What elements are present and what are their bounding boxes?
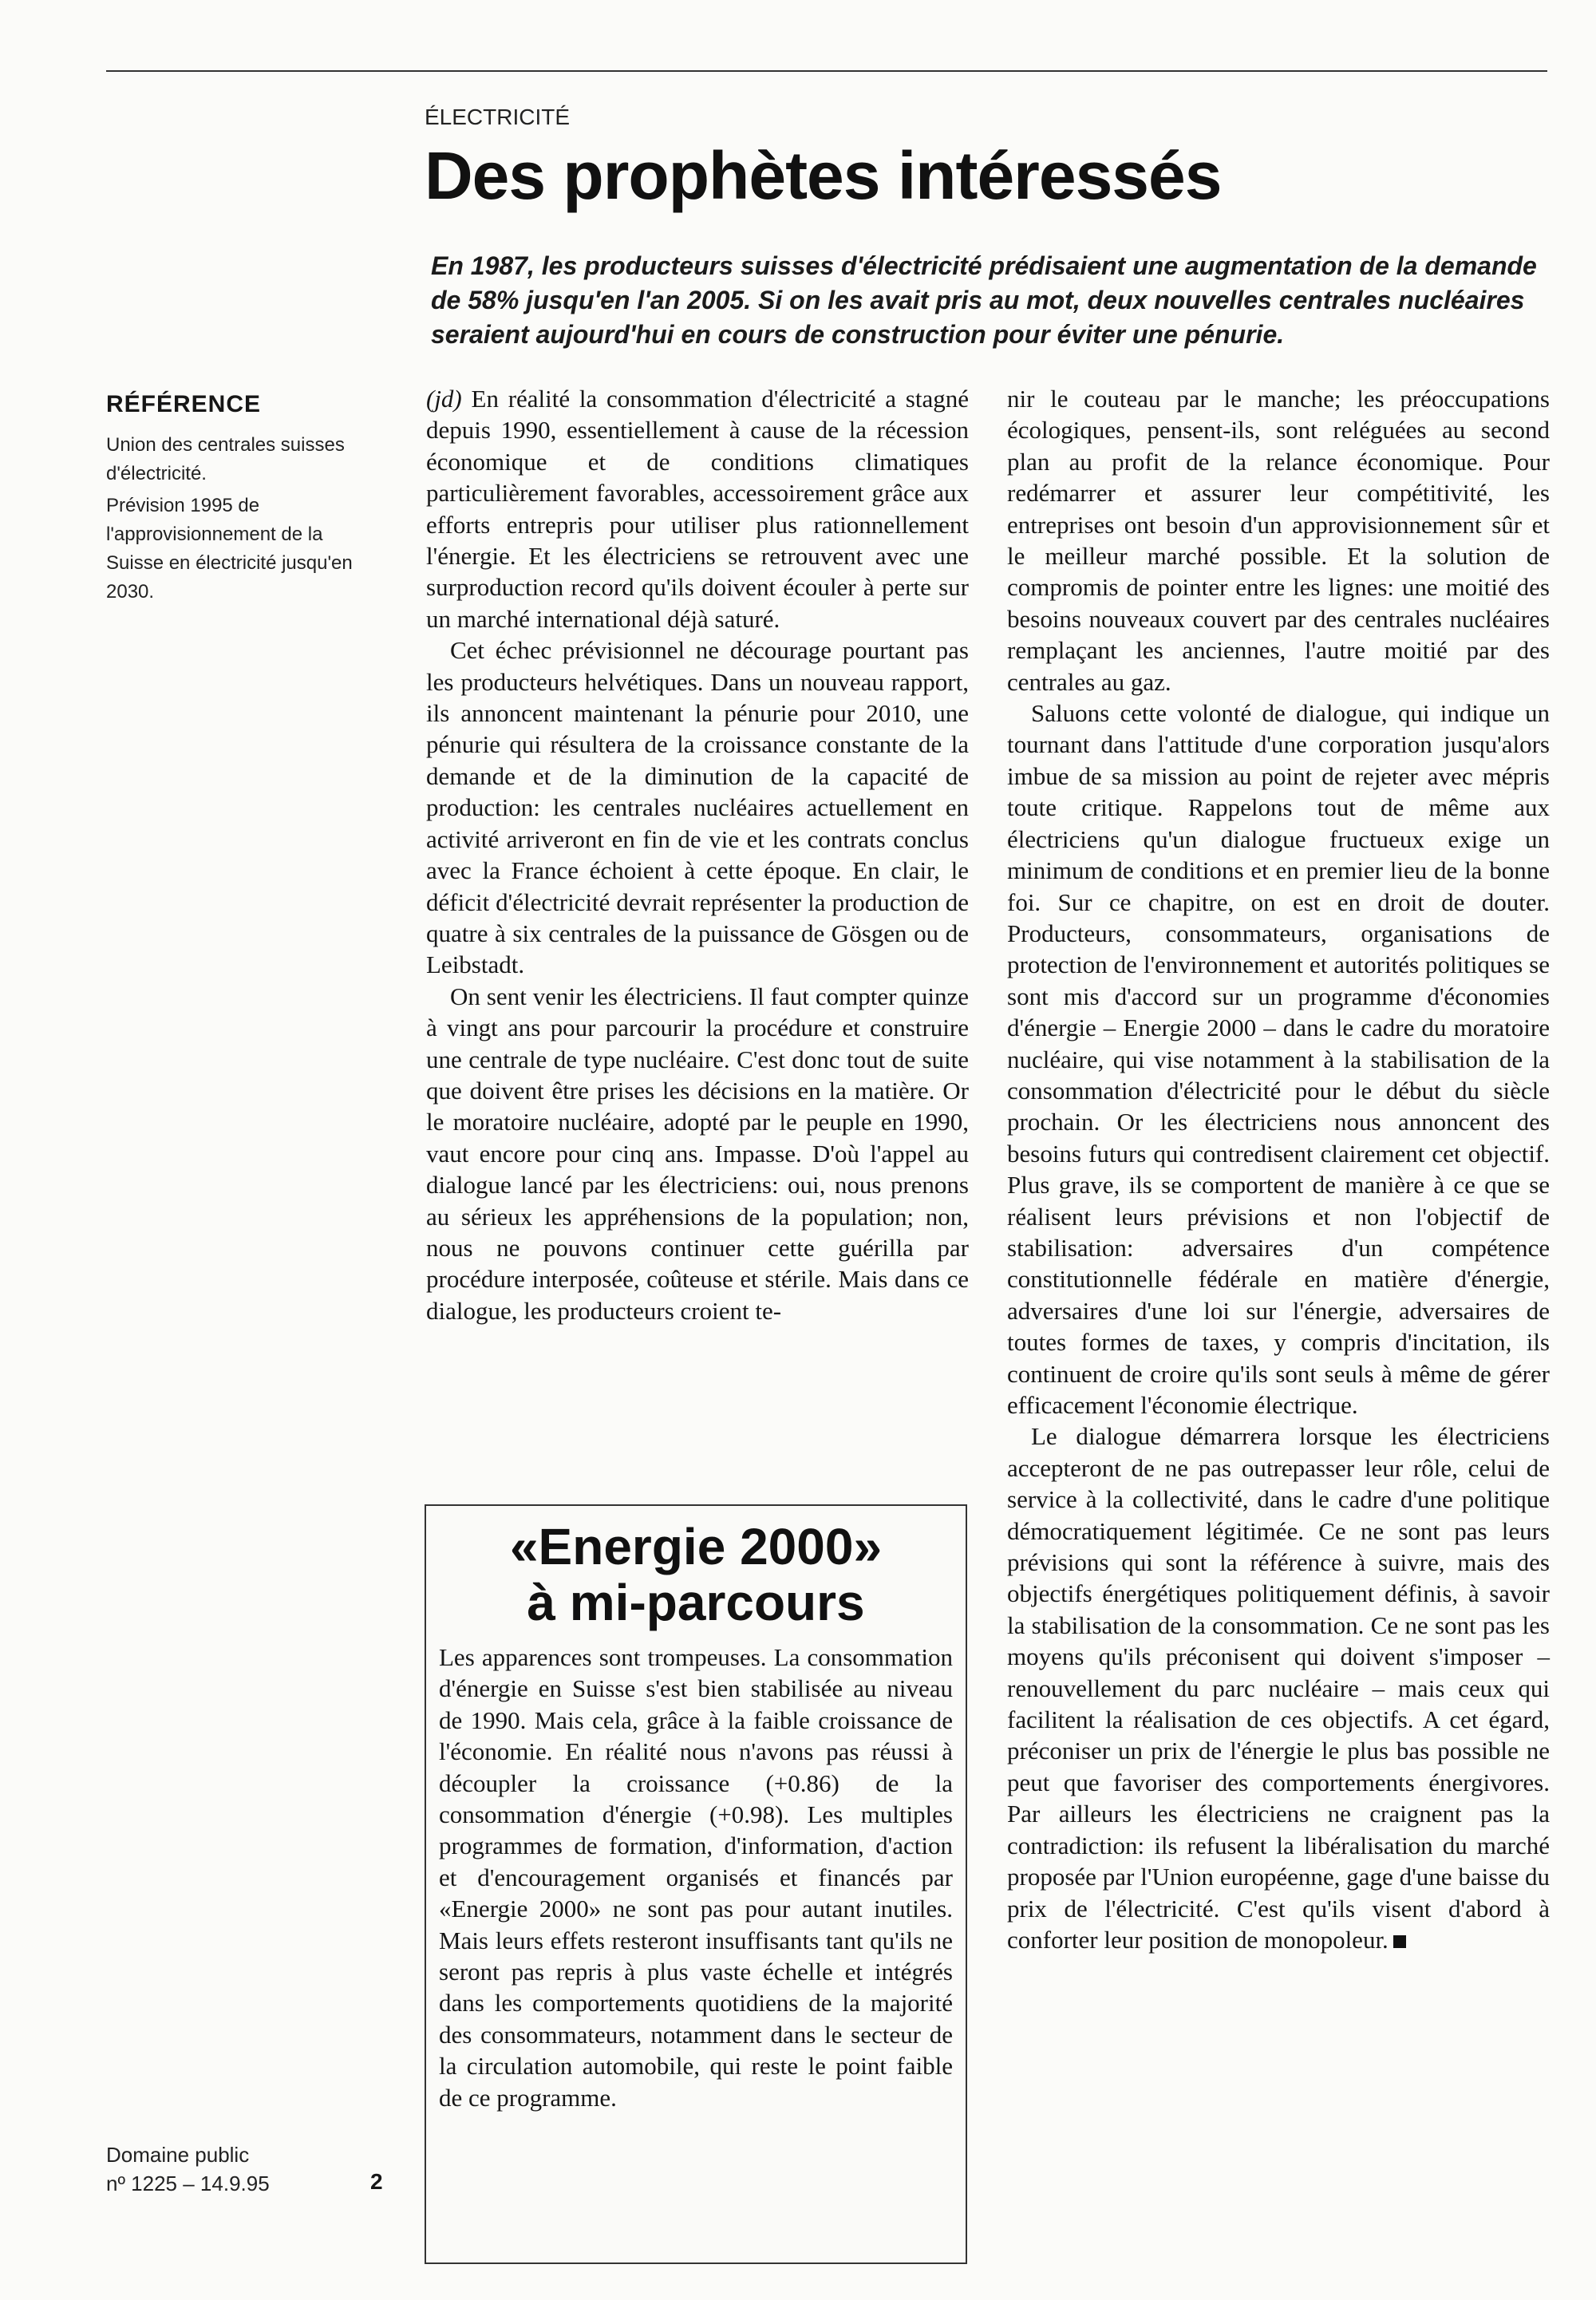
article-paragraph xyxy=(426,383,969,634)
reference-sidebar xyxy=(106,391,385,610)
publication-name: Domaine public xyxy=(106,2143,250,2167)
sidebar-box-energie-2000 xyxy=(425,1504,967,2264)
top-rule xyxy=(106,70,1547,72)
rubric: ÉLECTRICITÉ xyxy=(425,105,571,129)
box-body: Les apparences sont trompeuses. La consommation d'énergie en Suisse s'est bien stabilisée au niveau de 1990. Mais cela, grâce à la faible croissance de l'économie. En réalité nous n'avons pas réussi à découpler la croissance (+0.86) de la consommation d'énergie (+0.98). Les multiples programmes de formation, d'information, d'action et d'encouragement organisés et financés par «Energie 2000» ne sont pas pour autant inutiles. Mais leurs effets resteront insuffisants tant qu'ils ne seront pas repris à plus vaste échelle et intégrés dans les comportements quotidiens de la majorité des consommateurs, notamment dans le secteur de la circulation automobile, qui reste le point faible de ce programme. xyxy=(439,1643,953,2112)
box-title-line: «Energie 2000» xyxy=(509,1518,883,1575)
box-title xyxy=(426,1519,966,1630)
article-title: Des prophètes intéressés xyxy=(425,138,1222,213)
paragraph-text: Le dialogue démarrera lorsque les électriciens accepteront de ne pas outrepasser leur rôle, celui de service à la collectivité, dans le cadre d'une politique démocratiquement légitimée. Ce ne sont pas leurs prévisions qui sont la référence à suivre, mais des objectifs énergétiques politiquement définis, à savoir la stabilisation de la consommation. Ce ne sont pas les moyens qu'ils préconisent qui doivent s'imposer – renouvellement du parc nucléaire – mais ceux qui facilitent la réalisation de ces objectifs. A cet égard, préconiser un prix de l'énergie le plus bas possible ne peut que favoriser des comportements énergivores. Par ailleurs les électriciens ne craignent pas la contradiction: ils refusent la libéralisation du marché proposée par l'Union européenne, gage d'une baisse du prix de l'électricité. C'est qu'ils visent d'abord à conforter leur position de monopoleur. xyxy=(1007,1422,1550,1954)
paragraph-text: En réalité la consommation d'électricité a stagné depuis 1990, essentiellement à cause de la récession économique et de conditions climatiques particulièrement favorables, accessoirement grâce aux efforts entrepris pour utiliser plus rationnellement l'énergie. Et les électriciens se retrouvent avec une surproduction record qu'ils doivent écouler à perte sur un marché international déjà saturé. xyxy=(426,385,969,633)
reference-line: Prévision 1995 de l'approvisionnement de la Suisse en électricité jusqu'en 2030. xyxy=(106,495,353,603)
article-paragraph: On sent venir les électriciens. Il faut compter quinze à vingt ans pour parcourir la procédure et construire une centrale de type nucléaire. C'est donc tout de suite que doivent être prises les décisions en la matière. Or le moratoire nucléaire, adopté par le peuple en 1990, vaut encore pour cinq ans. Impasse. D'où l'appel au dialogue lancé par les électriciens: oui, nous prenons au sérieux les appréhensions de la population; non, nous ne pouvons continuer cette guérilla par procédure interposée, coûteuse et stérile. Mais dans ce dialogue, les producteurs croient te- xyxy=(426,982,969,1325)
issue-info: nº 1225 – 14.9.95 xyxy=(106,2172,270,2195)
article-paragraph: Saluons cette volonté de dialogue, qui indique un tournant dans l'attitude d'une corporation jusqu'alors imbue de sa mission au point de rejeter avec mépris toute critique. Rappelons tout de même aux électriciens qu'un dialogue fructueux exige un minimum de conditions et en premier lieu de la bonne foi. Sur ce chapitre, on est en droit de douter. Producteurs, consommateurs, organisations de protection de l'environnement et autorités politiques se sont mis d'accord sur un programme d'économies d'énergie – Energie 2000 – dans le cadre du moratoire nucléaire, qui vise notamment à la stabilisation de la consommation d'électricité pour le début du siècle prochain. Or les électriciens nous annoncent des besoins futurs qui contredisent clairement cet objectif. Plus grave, ils se comportent de manière à ce que se réalisent leurs prévisions et non l'objectif de stabilisation: adversaires d'un compétence constitutionnelle fédérale en matière d'énergie, adversaires d'une loi sur l'énergie, adversaires de toutes formes de taxes, y compris d'incitation, ils continuent de croire qu'ils sont seuls à même de gérer efficacement l'économie électrique. xyxy=(1007,699,1550,1419)
page-number: 2 xyxy=(370,2169,383,2194)
article-paragraph: Cet échec prévisionnel ne décourage pourtant pas les producteurs helvétiques. Dans un nouveau rapport, ils annoncent maintenant la pénurie pour 2010, une pénurie qui résultera de la croissance constante de la demande et de la diminution de la capacité de production: les centrales nucléaires actuellement en activité arriveront en fin de vie et les contrats conclus avec la France échoient à cette époque. En clair, le déficit d'électricité devrait représenter la production de quatre à six centrales de la puissance de Gösgen ou de Leibstadt. xyxy=(426,636,969,979)
end-mark-icon xyxy=(1393,1935,1406,1948)
reference-line: Union des centrales suisses d'électricité. xyxy=(106,434,345,484)
article-lead: En 1987, les producteurs suisses d'électricité prédisaient une augmentation de la demande de 58% jusqu'en l'an 2005. Si on les avait pris au mot, deux nouvelles centrales nucléaires seraient aujourd'hui en cours de construction pour éviter une pénurie. xyxy=(431,251,1537,349)
reference-heading: RÉFÉRENCE xyxy=(106,391,262,417)
box-title-line: à mi-parcours xyxy=(527,1574,865,1631)
article-column-1 xyxy=(426,383,969,1326)
article-paragraph: nir le couteau par le manche; les préoccupations écologiques, pensent-ils, sont reléguées au second plan au profit de la relance économique. Pour redémarrer et assurer leur compétitivité, les entreprises ont besoin d'un approvisionnement sûr et le meilleur marché possible. Et la solution de compromis de pointer entre les lignes: une moitié des besoins nouveaux couvert par des centrales nucléaires remplaçant les anciennes, l'autre moitié par des centrales au gaz. xyxy=(1007,385,1550,696)
article-column-2 xyxy=(1007,383,1550,1955)
article-paragraph xyxy=(1007,1421,1550,1955)
author-tag: (jd) xyxy=(426,385,462,413)
footer xyxy=(106,2140,270,2198)
